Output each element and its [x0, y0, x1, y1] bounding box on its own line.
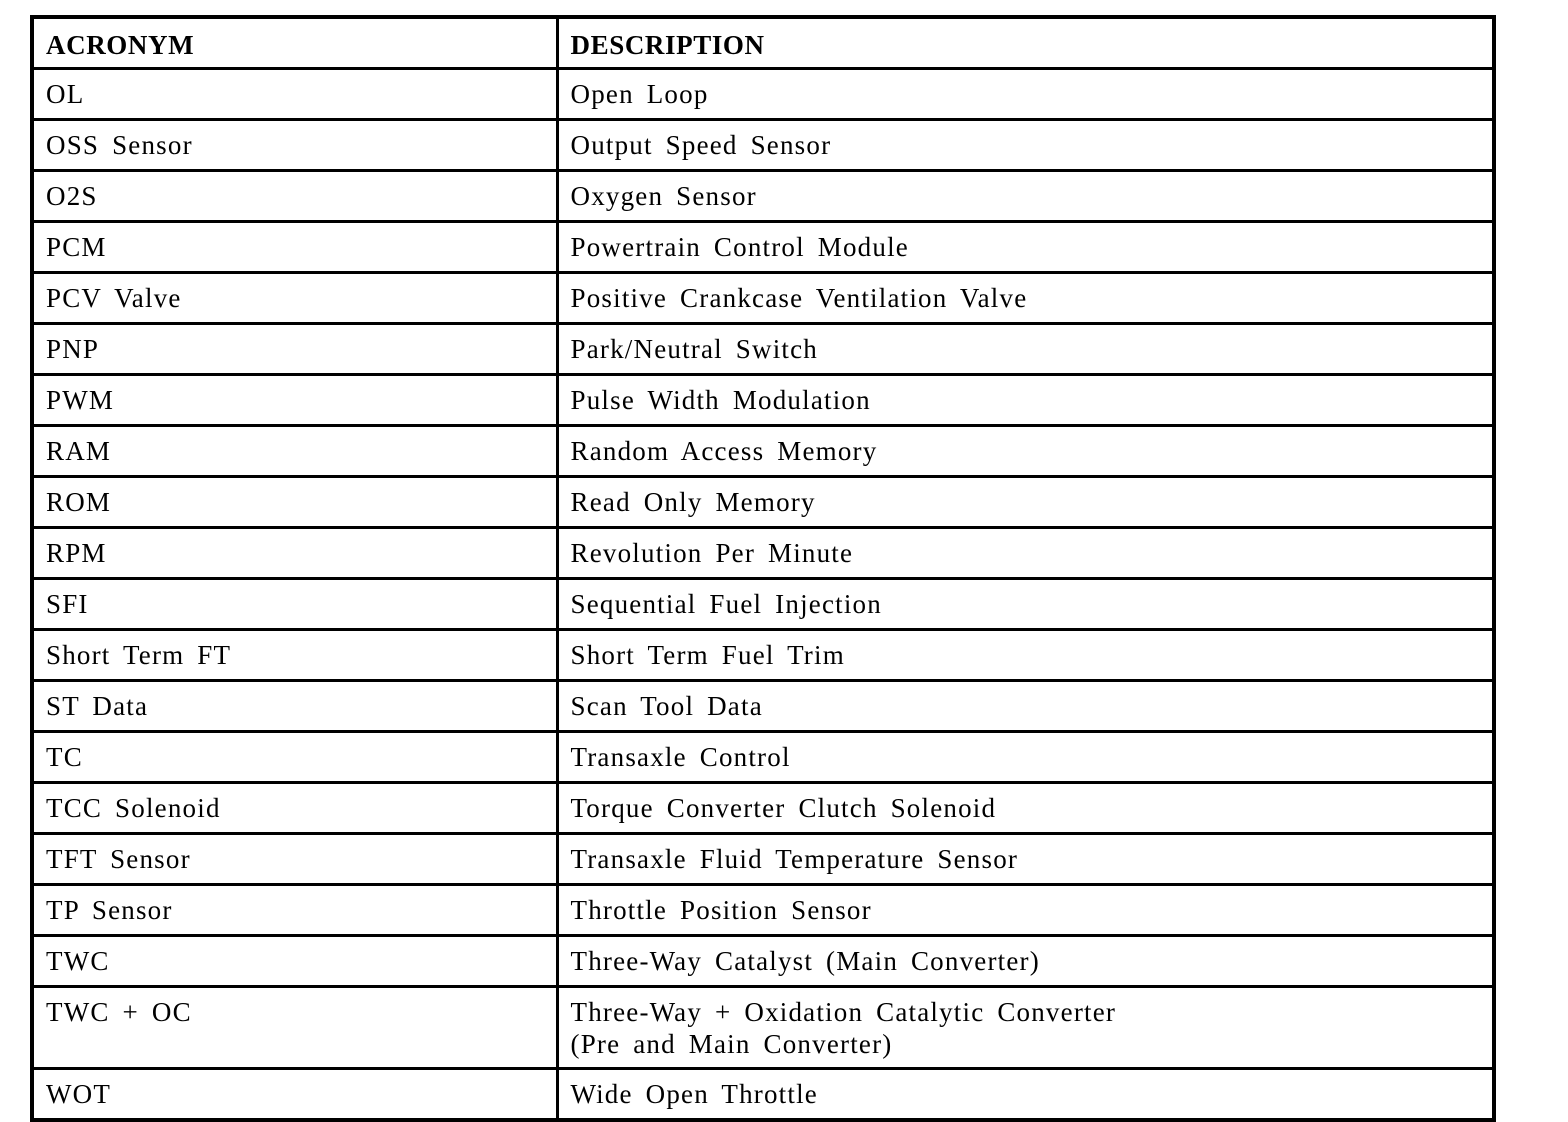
description-line: Wide Open Throttle — [570, 1079, 818, 1109]
description-line: Powertrain Control Module — [570, 232, 909, 262]
table-row — [32, 1069, 1494, 1121]
description-line: Pulse Width Modulation — [570, 385, 871, 415]
acronym-cell: TC — [32, 732, 557, 783]
acronym-cell: OSS Sensor — [32, 120, 557, 171]
description-line: Read Only Memory — [570, 487, 816, 517]
description-cell — [557, 222, 1494, 273]
table-body — [32, 69, 1494, 1121]
description-cell — [557, 783, 1494, 834]
acronym-column-header: ACRONYM — [32, 17, 557, 69]
table-row — [32, 426, 1494, 477]
acronym-cell: OL — [32, 69, 557, 120]
description-line: Torque Converter Clutch Solenoid — [570, 793, 997, 823]
description-cell — [557, 120, 1494, 171]
table-row — [32, 273, 1494, 324]
acronym-cell: PCV Valve — [32, 273, 557, 324]
description-cell — [557, 630, 1494, 681]
table-row — [32, 834, 1494, 885]
acronym-cell: TCC Solenoid — [32, 783, 557, 834]
description-line: Revolution Per Minute — [570, 538, 854, 568]
table-row — [32, 579, 1494, 630]
table-row — [32, 69, 1494, 120]
table-row — [32, 630, 1494, 681]
description-cell — [557, 936, 1494, 987]
description-line: Transaxle Control — [570, 742, 791, 772]
description-cell — [557, 681, 1494, 732]
acronym-cell: RPM — [32, 528, 557, 579]
description-column-header: DESCRIPTION — [557, 17, 1494, 69]
table-row — [32, 936, 1494, 987]
description-line: Positive Crankcase Ventilation Valve — [570, 283, 1028, 313]
description-cell — [557, 324, 1494, 375]
table-row — [32, 120, 1494, 171]
description-line: Random Access Memory — [570, 436, 878, 466]
table-row — [32, 885, 1494, 936]
description-cell — [557, 426, 1494, 477]
acronym-cell: O2S — [32, 171, 557, 222]
table-header — [32, 17, 1494, 69]
table-row — [32, 528, 1494, 579]
acronym-cell: ROM — [32, 477, 557, 528]
acronym-cell: PNP — [32, 324, 557, 375]
description-cell — [557, 987, 1494, 1069]
description-line: Three-Way Catalyst (Main Converter) — [570, 946, 1040, 976]
description-cell — [557, 579, 1494, 630]
acronym-cell: Short Term FT — [32, 630, 557, 681]
table-row — [32, 222, 1494, 273]
description-cell — [557, 375, 1494, 426]
description-line: Three-Way + Oxidation Catalytic Converter — [570, 997, 1117, 1027]
description-cell — [557, 69, 1494, 120]
table-row — [32, 681, 1494, 732]
description-line: Sequential Fuel Injection — [570, 589, 882, 619]
description-line: Output Speed Sensor — [570, 130, 832, 160]
description-line: (Pre and Main Converter) — [570, 1029, 893, 1059]
description-cell — [557, 477, 1494, 528]
acronym-cell: TWC + OC — [32, 987, 557, 1069]
description-line: Transaxle Fluid Temperature Sensor — [570, 844, 1019, 874]
table-row — [32, 987, 1494, 1069]
description-line: Short Term Fuel Trim — [570, 640, 845, 670]
table-row — [32, 783, 1494, 834]
acronym-cell: RAM — [32, 426, 557, 477]
acronym-cell: ST Data — [32, 681, 557, 732]
description-cell — [557, 885, 1494, 936]
description-cell — [557, 171, 1494, 222]
description-line: Scan Tool Data — [570, 691, 763, 721]
acronym-cell: PWM — [32, 375, 557, 426]
acronym-cell: SFI — [32, 579, 557, 630]
table-row — [32, 171, 1494, 222]
description-cell — [557, 273, 1494, 324]
table-row — [32, 375, 1494, 426]
description-cell — [557, 732, 1494, 783]
description-cell — [557, 834, 1494, 885]
acronym-table — [30, 15, 1496, 1122]
acronym-cell: TWC — [32, 936, 557, 987]
acronym-cell: TFT Sensor — [32, 834, 557, 885]
acronym-cell: TP Sensor — [32, 885, 557, 936]
description-cell — [557, 528, 1494, 579]
acronym-cell: PCM — [32, 222, 557, 273]
description-line: Open Loop — [570, 79, 709, 109]
description-line: Throttle Position Sensor — [570, 895, 872, 925]
table-row — [32, 477, 1494, 528]
table-row — [32, 732, 1494, 783]
acronym-cell: WOT — [32, 1069, 557, 1121]
header-row — [32, 17, 1494, 69]
table-row — [32, 324, 1494, 375]
description-line: Park/Neutral Switch — [570, 334, 819, 364]
description-line: Oxygen Sensor — [570, 181, 757, 211]
description-cell — [557, 1069, 1494, 1121]
